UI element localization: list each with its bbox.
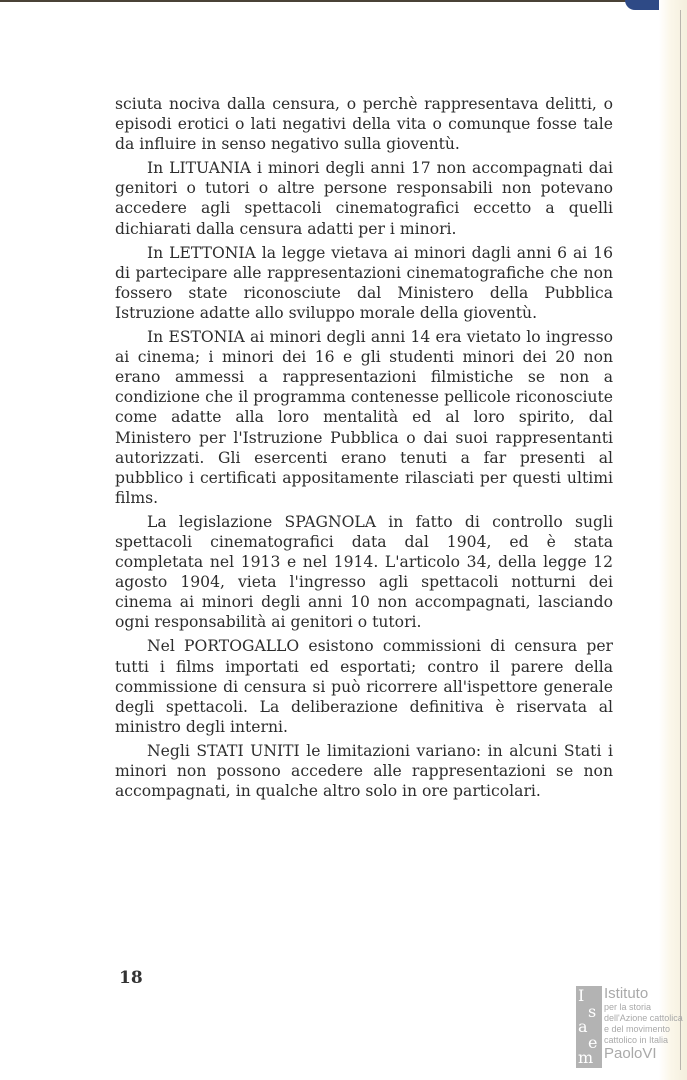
watermark-logo xyxy=(576,986,684,1068)
logo-letter: e xyxy=(588,1032,598,1052)
page-right-edge xyxy=(659,0,687,1080)
logo-line: e del movimento xyxy=(604,1024,671,1034)
book-top-edge xyxy=(0,0,687,2)
paragraph-spagna: La legislazione SPAGNOLA in fatto di controllo sugli spettacoli cinematografici data dal 1904, ed è stata completata nel 1913 e nel 1914. L'articolo 34, della legge 12 agosto 1904, vieta l'ingresso agli spettacoli notturni dei cinema ai minori degli anni 10 non accompagnati, lasciando ogni responsabilità ai genitori o tutori. xyxy=(115,512,613,632)
logo-text xyxy=(604,986,683,1062)
logo-letter: m xyxy=(578,1048,594,1067)
paragraph-lettonia: In LETTONIA la legge vietava ai minori dagli anni 6 ai 16 di partecipare alle rappresentazioni cinematografiche che non fossero state riconosciute dal Ministero della Pubblica Istruzione adatte allo sviluppo morale della gioventù. xyxy=(115,243,613,322)
logo-letter: s xyxy=(588,1001,597,1021)
paragraph-lituania: In LITUANIA i minori degli anni 17 non accompagnati dai genitori o tutori o altre persone responsabili non potevano accedere agli spettacoli cinematografici eccetto a quelli dichiarati dalla censura adatti per i minori. xyxy=(115,159,613,238)
page-body-text xyxy=(115,94,613,805)
logo-letter: I xyxy=(578,986,585,1005)
logo-title: Istituto xyxy=(604,985,649,1002)
logo-letter: a xyxy=(578,1017,588,1036)
paragraph-estonia: In ESTONIA ai minori degli anni 14 era vietato lo ingresso ai cinema; i minori dei 16 e gli studenti minori dei 20 non erano ammessi a rappresentazioni filmistiche se non a condizione che il programma contenesse pellicole riconosciute come adatte alla loro mentalità ed al loro spirito, dal Ministero per l'Istruzione Pubblica o dai suoi rappresentanti autorizzati. Gli esercenti erano tenuti a far presenti al pubblico i certificati appositamente rilasciati per questi ultimi films. xyxy=(115,328,613,507)
paragraph-continuation: sciuta nociva dalla censura, o perchè rappresentava delitti, o episodi erotici o lati negativi della vita o comunque fosse tale da influire in senso negativo sulla gioventù. xyxy=(115,95,613,154)
logo-line: cattolico in Italia xyxy=(604,1035,669,1045)
logo-footer: PaoloVI xyxy=(604,1045,657,1062)
page-edge-shadow-line xyxy=(680,10,681,1070)
logo-line: per la storia xyxy=(604,1002,652,1012)
paragraph-stati-uniti: Negli STATI UNITI le limitazioni variano: in alcuni Stati i minori non possono accedere alle rappresentazioni se non accompagnati, in qualche altro solo in ore particolari. xyxy=(115,741,613,801)
logo-line: dell'Azione cattolica xyxy=(604,1013,683,1023)
logo-mark xyxy=(576,986,602,1068)
page-number: 18 xyxy=(119,968,143,988)
paragraph-portogallo: Nel PORTOGALLO esistono commissioni di censura per tutti i films importati ed esportati; contro il parere della commissione di censura si può ricorrere all'ispettore generale degli spettacoli. La deliberazione definitiva è riservata al ministro degli interni. xyxy=(115,637,613,736)
